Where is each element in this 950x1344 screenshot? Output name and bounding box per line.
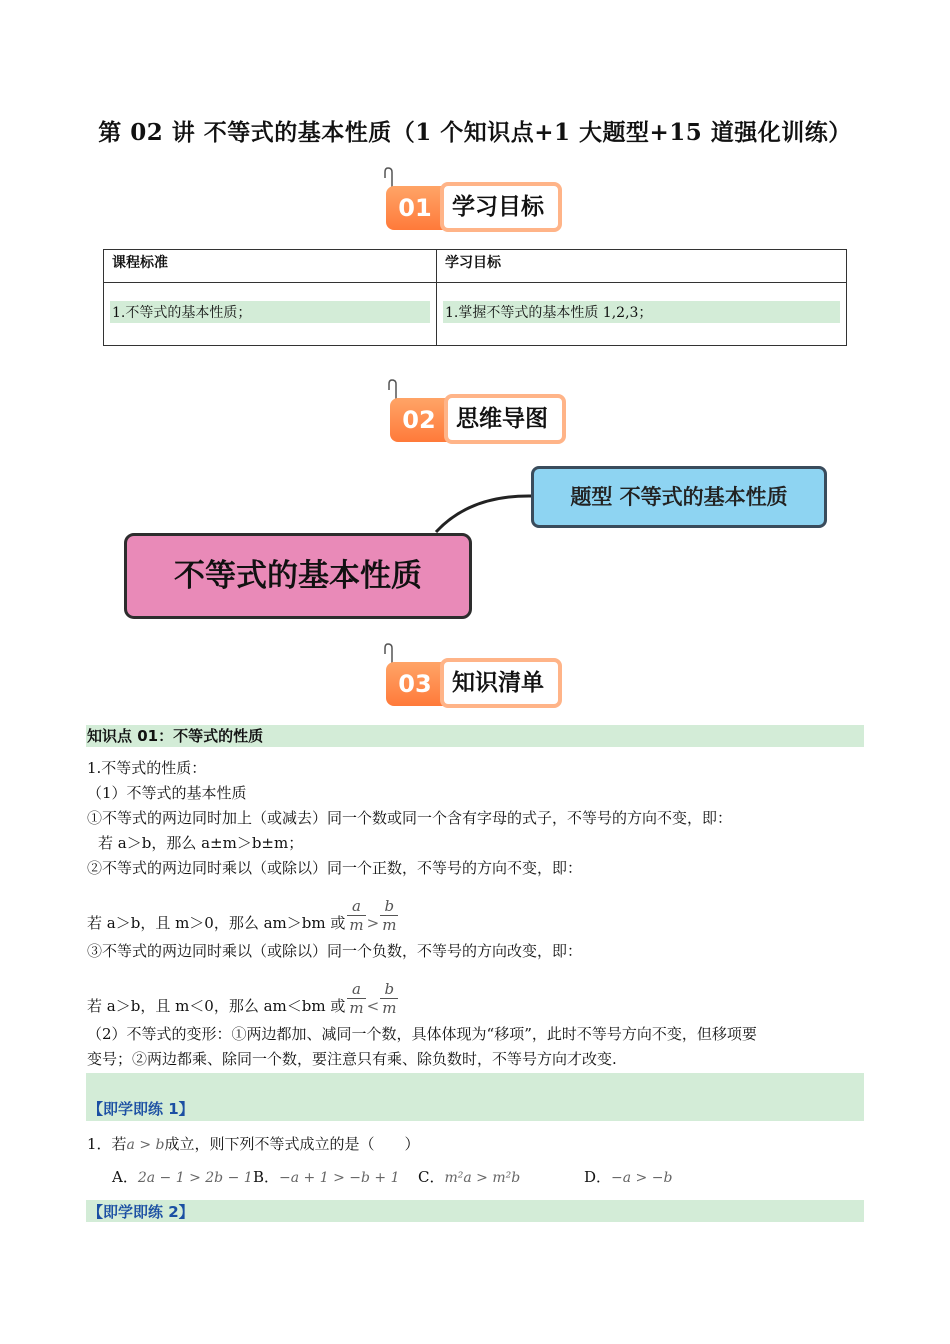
knowledge-line: （1）不等式的基本性质: [87, 784, 247, 802]
practice-label: 【即学即练 1】: [88, 1100, 194, 1118]
relation-symbol: >: [366, 914, 380, 932]
option-b[interactable]: [253, 1166, 400, 1189]
question-prefix: 1．若: [87, 1135, 127, 1153]
knowledge-line: 变号；②两边都乘、除同一个数，要注意只有乘、除负数时，不等号方向才改变.: [87, 1050, 617, 1068]
mindmap-root-node: 不等式的基本性质: [124, 533, 472, 619]
knowledge-line-with-fraction: [87, 882, 398, 934]
knowledge-line: 1.不等式的性质：: [87, 759, 207, 777]
section-number: 01: [386, 186, 444, 230]
option-letter: A．: [112, 1168, 138, 1186]
knowledge-line-with-fraction: [87, 965, 398, 1017]
option-letter: B．: [253, 1168, 280, 1186]
option-a[interactable]: [112, 1166, 253, 1189]
option-expr: 2a − 1 > 2b − 1: [137, 1170, 253, 1186]
fraction-denominator: m: [382, 916, 397, 934]
option-expr: −a + 1 > −b + 1: [279, 1170, 400, 1186]
option-expr: m²a > m²b: [444, 1170, 521, 1186]
table-header-goal: 学习目标: [437, 250, 847, 283]
knowledge-line: 若 a＞b，且 m＜0，那么 am＜bm 或: [87, 997, 346, 1015]
knowledge-heading-bar: [86, 725, 864, 747]
relation-symbol: <: [366, 997, 380, 1015]
mindmap-branch-node: 题型 不等式的基本性质: [531, 466, 827, 528]
knowledge-line: ①不等式的两边同时加上（或减去）同一个数或同一个含有字母的式子，不等号的方向不变，即：: [87, 809, 733, 827]
option-c[interactable]: [418, 1166, 520, 1189]
fraction-numerator: a: [352, 980, 361, 998]
fraction-denominator: m: [382, 999, 397, 1017]
fraction: [347, 897, 365, 934]
fraction: [380, 980, 398, 1017]
knowledge-line: （2）不等式的变形：①两边都加、减同一个数，具体体现为“移项”，此时不等号方向不变，但移项要: [87, 1025, 757, 1043]
fraction-numerator: b: [384, 897, 395, 915]
practice-label: 【即学即练 2】: [88, 1203, 194, 1221]
knowledge-line: ③不等式的两边同时乘以（或除以）同一个负数，不等号的方向改变，即：: [87, 942, 583, 960]
question: [87, 1133, 420, 1156]
page-title: 第 02 讲 不等式的基本性质（1 个知识点+1 大题型+15 道强化训练）: [98, 119, 852, 146]
knowledge-heading: 知识点 01：不等式的性质: [87, 727, 264, 745]
question-text: 成立，则下列不等式成立的是（ ）: [164, 1135, 420, 1153]
fraction-denominator: m: [349, 999, 364, 1017]
highlighted-text: 1.掌握不等式的基本性质 1,2,3；: [443, 301, 840, 323]
option-d[interactable]: [584, 1166, 672, 1189]
option-letter: D．: [584, 1168, 612, 1186]
fraction-numerator: a: [352, 897, 361, 915]
section-number: 03: [386, 662, 444, 706]
section-label: 思维导图: [444, 394, 566, 444]
table-header-standard: 课程标准: [104, 250, 437, 283]
fraction-numerator: b: [384, 980, 395, 998]
highlighted-text: 1.不等式的基本性质；: [110, 301, 430, 323]
fraction: [380, 897, 398, 934]
practice-bar: [86, 1073, 864, 1121]
option-letter: C．: [418, 1168, 445, 1186]
option-expr: −a > −b: [611, 1170, 673, 1186]
section-label: 学习目标: [440, 182, 562, 232]
knowledge-line: 若 a＞b，且 m＞0，那么 am＞bm 或: [87, 914, 346, 932]
knowledge-line: 若 a＞b，那么 a±m＞b±m；: [98, 834, 304, 852]
question-math: a > b: [126, 1137, 165, 1153]
section-label: 知识清单: [440, 658, 562, 708]
fraction-denominator: m: [349, 916, 364, 934]
knowledge-line: ②不等式的两边同时乘以（或除以）同一个正数，不等号的方向不变，即：: [87, 859, 583, 877]
practice-bar: [86, 1200, 864, 1222]
section-number: 02: [390, 398, 448, 442]
fraction: [347, 980, 365, 1017]
